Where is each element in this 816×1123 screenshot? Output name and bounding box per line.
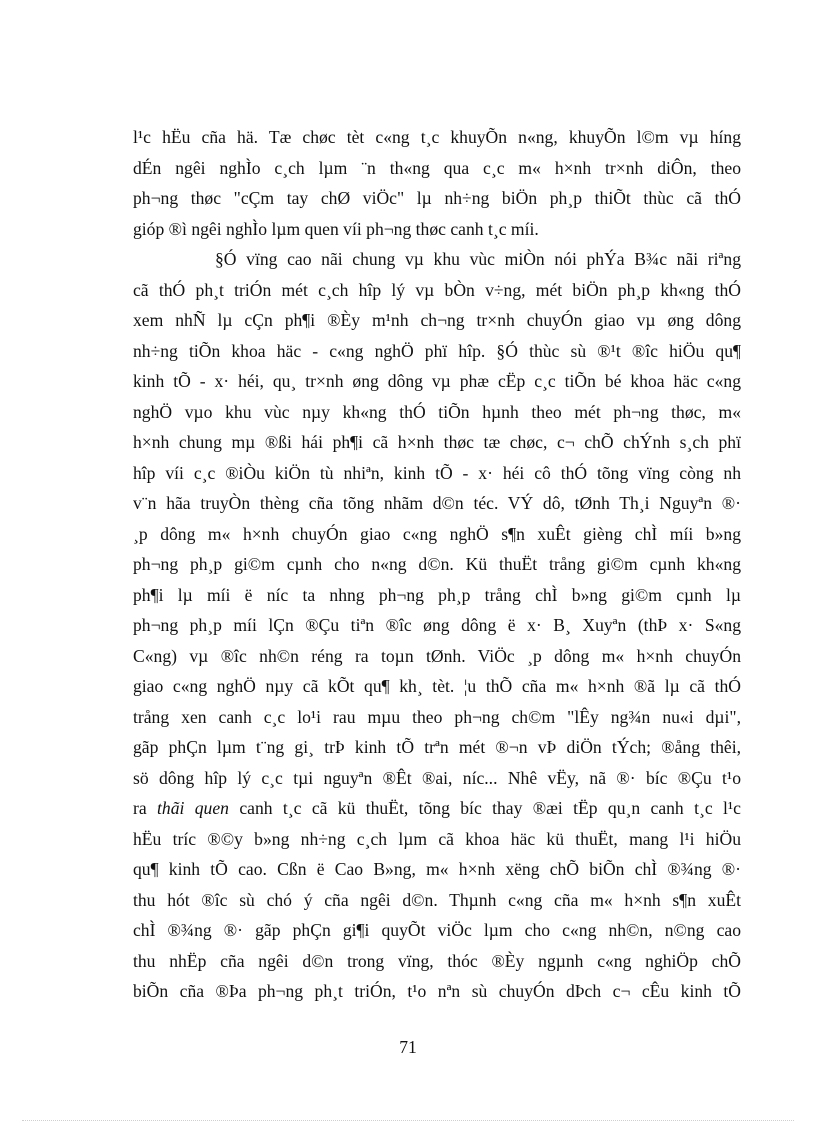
text-line: biÕn cña ®Þa ph¬ng ph¸t triÓn, t¹o nªn sù chuyÓn dÞch c¬ cÊu kinh tÕ <box>133 981 741 1001</box>
text-line: gãp phÇn lµm t¨ng gi¸ trÞ kinh tÕ trªn mét ®¬n vÞ diÖn tÝch; ®ång thêi, <box>133 737 741 757</box>
text-line: cã thÓ ph¸t triÓn mét c¸ch hîp lý vµ bÒn v÷ng, mét biÖn ph¸p kh«ng thÓ <box>133 279 741 300</box>
text-line: ph¶i lµ míi ë níc ta nhng ph¬ng ph¸p trång chÌ b»ng gi©m cµnh lµ <box>133 584 741 605</box>
text-line: hËu tríc ®©y b»ng nh÷ng c¸ch lµm cã khoa häc kü thuËt, mang l¹i hiÖu <box>133 828 741 849</box>
text-line: h×nh chung mµ ®ßi hái ph¶i cã h×nh thøc tæ chøc, c¬ chÕ chÝnh s¸ch phï <box>133 432 741 452</box>
text-line: xem nhÑ lµ cÇn ph¶i ®Èy m¹nh ch¬ng tr×nh chuyÓn giao vµ øng dông <box>133 310 741 330</box>
text-line: sö dông hîp lý c¸c tµi nguyªn ®Êt ®ai, níc... Nhê vËy, nã ®· bíc ®Çu t¹o <box>133 767 741 788</box>
text-line: §Ó vïng cao nãi chung vµ khu vùc miÒn nói phÝa B¾c nãi riªng <box>215 249 741 269</box>
text-line: hîp víi c¸c ®iÒu kiÖn tù nhiªn, kinh tÕ - x· héi cô thÓ tõng vïng còng nh <box>133 462 741 483</box>
text-line: ph¬ng ph¸p míi lÇn ®Çu tiªn ®îc øng dông ë x· B¸ Xuyªn (thÞ x· S«ng <box>133 615 741 635</box>
text-line: kinh tÕ - x· héi, qu¸ tr×nh øng dông vµ phæ cËp c¸c tiÕn bé khoa häc c«ng <box>133 371 741 391</box>
text-line: ph¬ng ph¸p gi©m cµnh cho n«ng d©n. Kü thuËt trång gi©m cµnh kh«ng <box>133 554 741 574</box>
text-line: dÉn ngêi nghÌo c¸ch lµm ¨n th«ng qua c¸c m« h×nh tr×nh diÔn, theo <box>133 157 741 178</box>
page-bottom-divider <box>22 1120 794 1121</box>
text-line: trång xen canh c¸c lo¹i rau mµu theo ph¬ng ch©m "lÊy ng¾n nu«i dµi", <box>133 706 741 727</box>
text-line-with-italic <box>133 793 741 824</box>
body-text <box>133 122 741 1007</box>
text-line: thu hót ®îc sù chó ý cña ngêi d©n. Thµnh c«ng cña m« h×nh s¶n xuÊt <box>133 889 741 910</box>
text-segment: canh t¸c cã kü thuËt, tõng bíc thay ®æi tËp qu¸n canh t¸c l¹c <box>228 798 741 818</box>
text-line: C«ng) vµ ®îc nh©n réng ra toµn tØnh. ViÖc ¸p dông m« h×nh chuyÓn <box>133 645 741 666</box>
text-line: chÌ ®¾ng ®· gãp phÇn gi¶i quyÕt viÖc lµm cho c«ng nh©n, n©ng cao <box>133 920 741 940</box>
page-number: 71 <box>399 1037 417 1057</box>
text-line: nh÷ng tiÕn khoa häc - c«ng nghÖ phï hîp. §Ó thùc sù ®¹t ®îc hiÖu qu¶ <box>133 340 741 361</box>
text-line: gióp ®ì ngêi nghÌo lµm quen víi ph¬ng thøc canh t¸c míi. <box>133 218 539 239</box>
text-line: thu nhËp cña ngêi d©n trong vïng, thóc ®Èy ngµnh c«ng nghiÖp chÕ <box>133 950 741 971</box>
text-line: giao c«ng nghÖ nµy cã kÕt qu¶ kh¸ tèt. ¦u thÕ cña m« h×nh ®ã lµ cã thÓ <box>133 676 741 696</box>
text-line: v¨n hãa truyÒn thèng cña tõng nhãm d©n téc. VÝ dô, tØnh Th¸i Nguyªn ®· <box>133 493 741 513</box>
text-line: qu¶ kinh tÕ cao. Cßn ë Cao B»ng, m« h×nh xëng chÕ biÕn chÌ ®¾ng ®· <box>133 859 741 879</box>
text-segment: ra <box>133 798 158 818</box>
text-line: l¹c hËu cña hä. Tæ chøc tèt c«ng t¸c khuyÕn n«ng, khuyÕn l©m vµ híng <box>133 127 741 147</box>
italic-phrase: thãi quen <box>157 798 229 818</box>
text-line: ¸p dông m« h×nh chuyÓn giao c«ng nghÖ s¶n xuÊt gièng chÌ míi b»ng <box>133 523 741 544</box>
text-line: nghÖ vµo khu vùc nµy kh«ng thÓ tiÕn hµnh theo mét ph¬ng thøc, m« <box>133 401 741 422</box>
text-line: ph¬ng thøc "cÇm tay chØ viÖc" lµ nh÷ng biÖn ph¸p thiÕt thùc cã thÓ <box>133 188 741 208</box>
